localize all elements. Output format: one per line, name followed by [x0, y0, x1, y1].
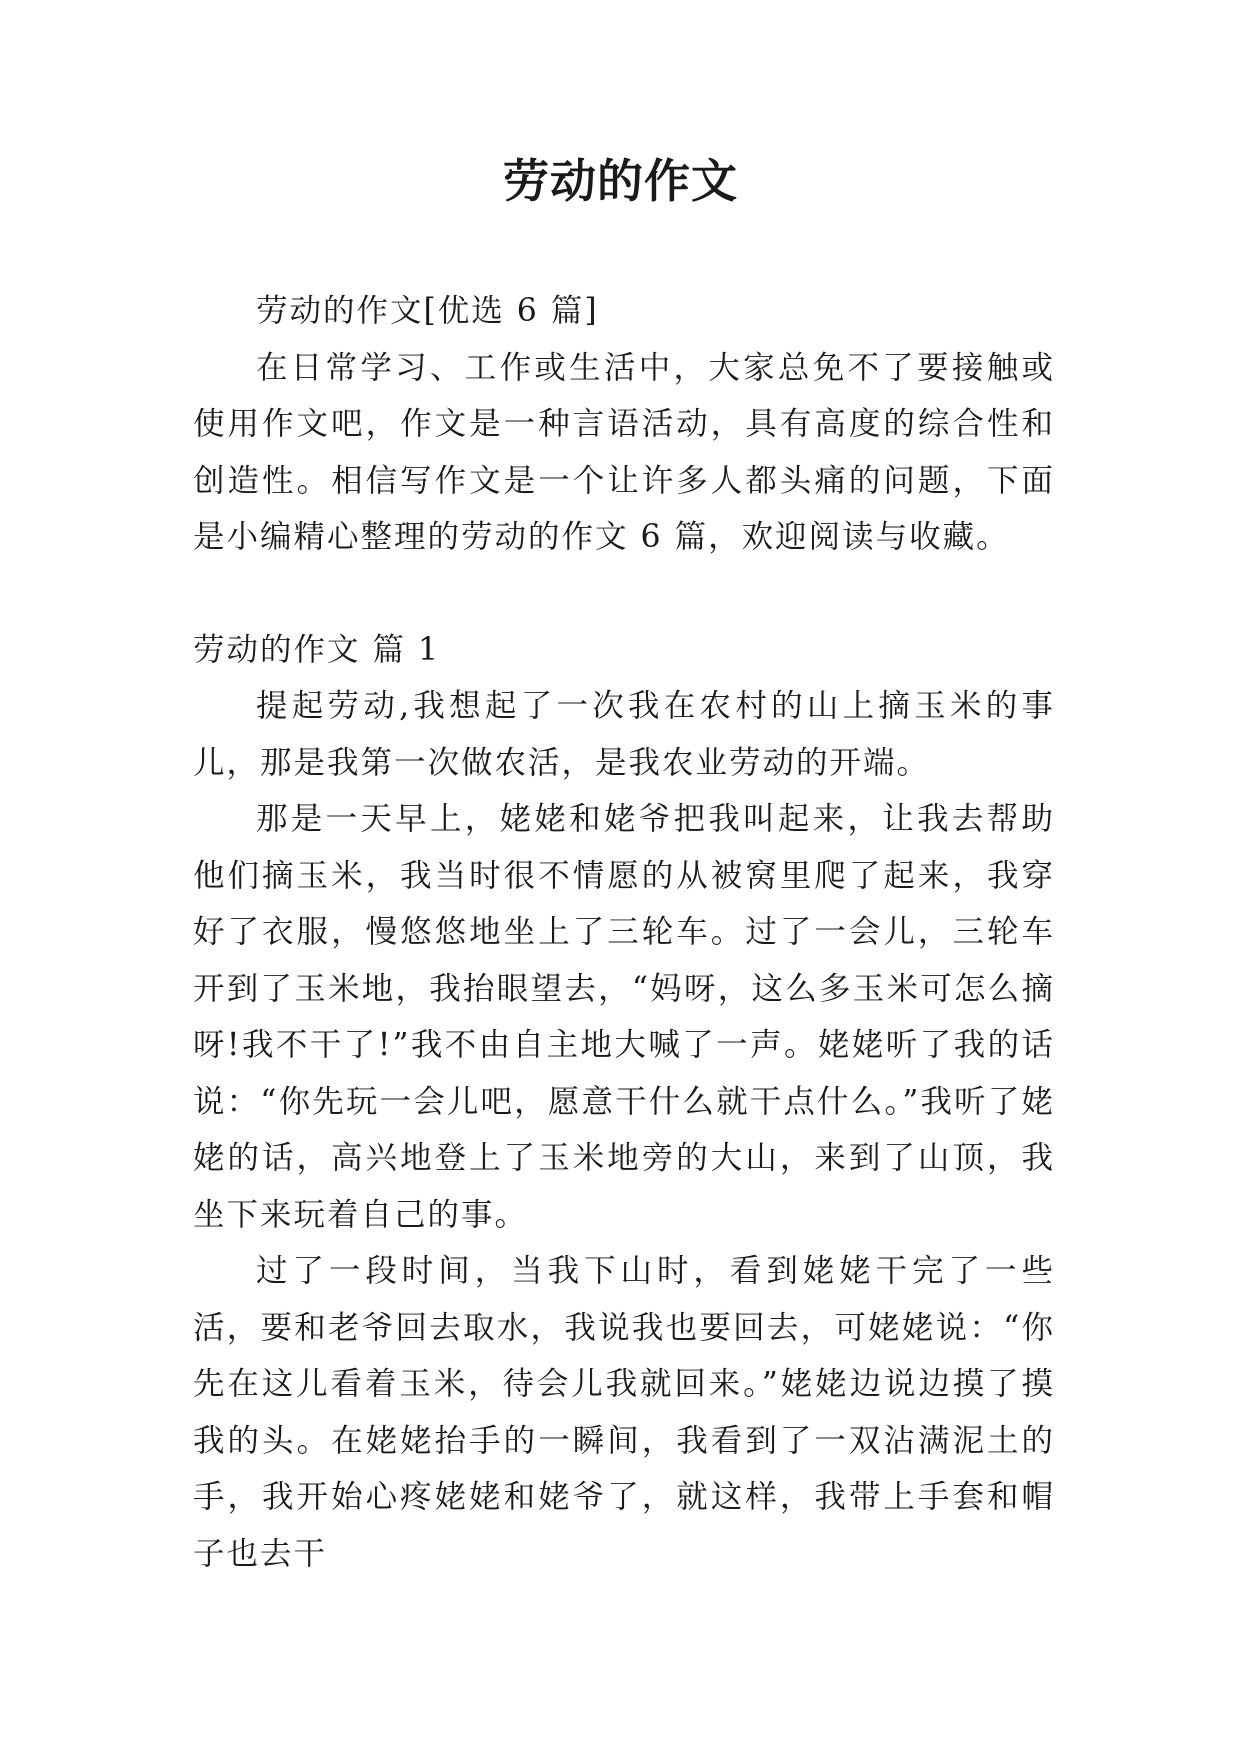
section-paragraph-3: 过了一段时间，当我下山时，看到姥姥干完了一些活，要和老爷回去取水，我说我也要回去，可姥姥说：“你先在这儿看着玉米，待会儿我就回来。”姥姥边说边摸了摸我的头。在姥姥抬手的一瞬间，我看到了一双沾满泥土的手，我开始心疼姥姥和姥爷了，就这样，我带上手套和帽子也去干 — [193, 1253, 1055, 1572]
intro-paragraph: 在日常学习、工作或生活中，大家总免不了要接触或使用作文吧，作文是一种言语活动，具有高度的综合性和创造性。相信写作文是一个让许多人都头痛的问题，下面是小编精心整理的劳动的作文 6 篇，欢迎阅读与收藏。 — [193, 349, 1055, 555]
document-title: 劳动的作文 — [503, 154, 738, 208]
intro-line: 劳动的作文[优选 6 篇] — [256, 293, 599, 329]
document-body — [193, 283, 1055, 1582]
section-paragraph-1: 提起劳动,我想起了一次我在农村的山上摘玉米的事儿，那是我第一次做农活，是我农业劳动的开端。 — [193, 688, 1055, 781]
section-paragraph-2: 那是一天早上，姥姥和姥爷把我叫起来，让我去帮助他们摘玉米，我当时很不情愿的从被窝里爬了起来，我穿好了衣服，慢悠悠地坐上了三轮车。过了一会儿，三轮车开到了玉米地，我抬眼望去，“妈呀，这么多玉米可怎么摘呀!我不干了!”我不由自主地大喊了一声。姥姥听了我的话说：“你先玩一会儿吧，愿意干什么就干点什么。”我听了姥姥的话，高兴地登上了玉米地旁的大山，来到了山顶，我坐下来玩着自己的事。 — [193, 801, 1055, 1233]
section-heading: 劳动的作文 篇 1 — [193, 631, 441, 668]
section-spacer — [193, 566, 1055, 622]
